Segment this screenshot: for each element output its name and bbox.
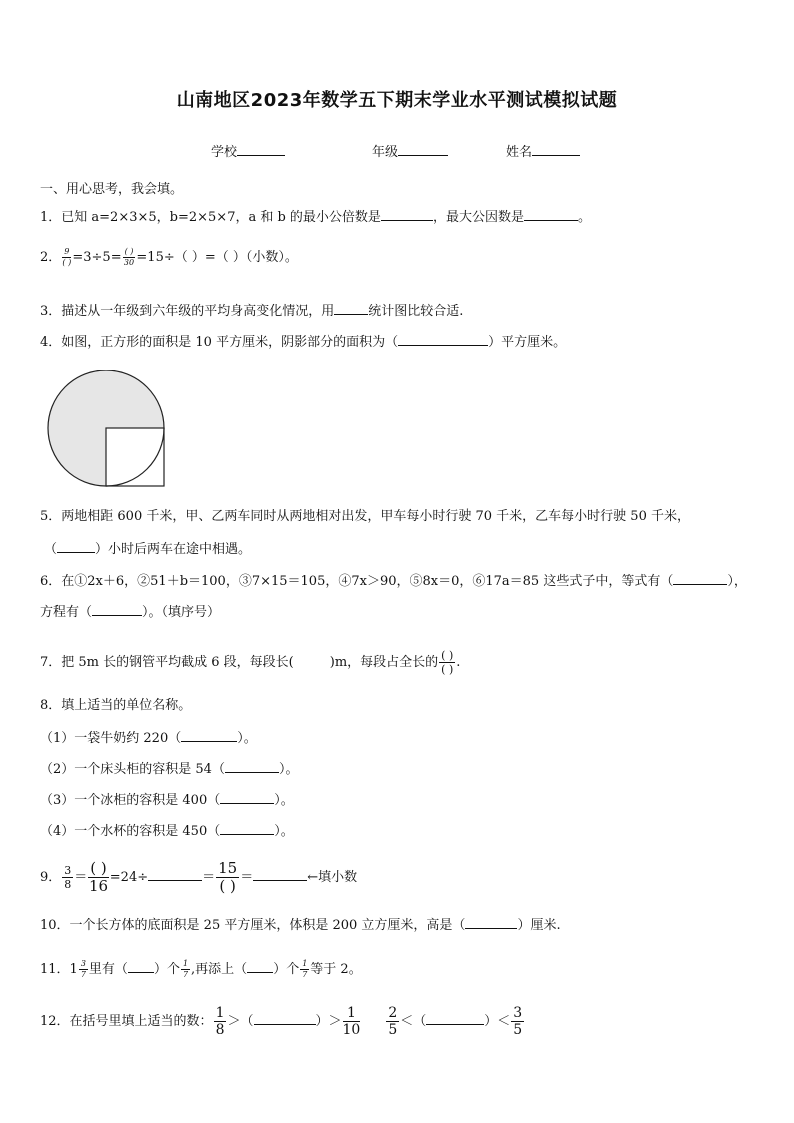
fraction [386,1006,399,1037]
answer-blank[interactable] [254,1012,316,1025]
question-number: 4． [40,335,62,350]
question-number: 1． [40,210,62,225]
answer-blank[interactable] [524,208,578,221]
question-text: ）小时后两车在途中相遇。 [95,542,252,557]
question-text: =24÷ [109,870,149,885]
circle-square-figure [46,370,168,490]
fraction [79,960,88,979]
mixed-whole: 1 [69,962,78,977]
question-text: （2）一个床头柜的容积是 54（ [40,762,225,777]
question-number: 3． [40,304,62,319]
question-text: 如图，正方形的面积是 10 平方厘米，阴影部分的面积为（ [61,335,399,350]
section-heading: 一、用心思考，我会填。 [40,182,184,197]
fraction [181,960,190,979]
answer-blank[interactable] [426,1012,484,1025]
equals-sign: ＝ [74,870,88,885]
question-8-item-3 [40,791,294,809]
question-text: ）。 [237,731,257,746]
question-number: 9． [40,870,62,885]
answer-blank[interactable] [398,333,488,346]
question-number: 2． [40,250,62,265]
question-text: 等于 2。 [310,962,362,977]
question-5 [40,509,690,525]
grade-label: 年级 [372,145,399,160]
numerator: 1 [182,959,189,968]
fraction [300,960,309,979]
denominator: 7 [302,970,308,979]
square-shape [106,428,164,486]
numerator: ( ) [90,859,107,877]
fraction [123,248,136,267]
fraction [511,1006,524,1037]
denominator: ( ) [441,663,454,676]
question-text: （1）一袋牛奶约 220（ [40,731,182,746]
question-text: 。 [577,210,591,225]
question-8 [40,698,191,714]
question-text: 两地相距 600 千米，甲、乙两车同时从两地相对出发，甲车每小时行驶 70 千米，乙车每小时行驶 50 千米， [61,509,690,524]
numerator: ( ) [124,247,134,256]
fraction [88,861,108,894]
question-text: 在括号里填上适当的数： [69,1014,213,1029]
question-text: ）＜ [484,1014,511,1029]
fraction [343,1006,361,1037]
answer-blank[interactable] [465,916,517,929]
answer-blank[interactable] [381,208,433,221]
question-8-item-4 [40,822,294,840]
name-blank[interactable] [532,143,580,156]
question-text: ＞（ [227,1014,254,1029]
question-text: ）＞ [315,1014,342,1029]
denominator: 7 [182,970,189,979]
grade-blank[interactable] [398,143,448,156]
fraction [214,1006,227,1037]
denominator: 30 [123,258,135,267]
equals-sign: ＝ [202,870,216,885]
question-number: 5． [40,509,62,524]
question-text: ）， [727,574,747,589]
question-text: 在①2x＋6，②51＋b＝100，③7×15＝105，④7x＞90，⑤8x＝0，⑥17a＝85 这些式子中，等式有（ [61,574,674,589]
question-5-line2 [44,540,251,558]
question-text: ,再添上（ [191,962,248,977]
page-title: 山南地区2023年数学五下期末学业水平测试模拟试题 [176,90,618,111]
answer-blank[interactable] [92,603,142,616]
school-label: 学校 [211,145,238,160]
equals-sign: ＝ [240,870,254,885]
question-text: ）。 [278,762,299,777]
school-field [211,141,285,160]
question-text: 描述从一年级到六年级的平均身高变化情况，用 [61,304,335,319]
numerator: 3 [80,959,86,968]
school-blank[interactable] [237,143,285,156]
question-number: 6． [40,574,62,589]
question-1 [40,208,591,226]
answer-blank[interactable] [225,760,279,773]
question-number: 8． [40,698,62,713]
question-6 [40,572,747,590]
question-4 [40,333,566,351]
answer-blank[interactable] [57,540,95,553]
answer-blank[interactable] [220,822,274,835]
question-text: =15÷（ ）=（ ）（小数）。 [136,250,298,265]
numerator: 1 [215,1005,225,1021]
question-text: ，最大公因数是 [432,210,524,225]
numerator: 2 [388,1005,398,1021]
question-3 [40,302,463,320]
answer-blank[interactable] [148,868,202,881]
answer-blank[interactable] [247,960,273,973]
question-11 [40,960,362,979]
grade-field [372,141,448,160]
question-text: =3÷5= [72,250,122,265]
question-text: 统计图比较合适. [368,304,464,319]
question-6-line2 [40,603,220,621]
question-text: 方程有（ [40,605,93,620]
question-text: ）。 [274,793,294,808]
denominator: ( ) [62,258,72,267]
fraction [62,865,73,890]
question-text: 已知 a=2×3×5，b=2×5×7，a 和 b 的最小公倍数是 [61,210,381,225]
question-text: ）厘米. [517,918,561,933]
question-text: （3）一个冰柜的容积是 400（ [40,793,221,808]
question-2 [40,248,298,267]
denominator: 16 [88,877,109,895]
answer-blank[interactable] [181,729,237,742]
question-number: 12． [40,1014,70,1029]
question-number: 11． [40,962,70,977]
question-8-item-2 [40,760,298,778]
denominator: 8 [215,1022,225,1038]
question-text: 填上适当的单位名称。 [61,698,192,713]
question-text: ）。（填序号） [142,605,221,620]
question-number: 10． [40,918,70,933]
numerator: 1 [302,959,308,968]
denominator: 10 [342,1022,361,1038]
question-text: ）平方厘米。 [488,335,567,350]
question-12 [40,1000,525,1044]
question-text: )m，每段占全长的 [329,655,439,670]
fraction [62,248,71,267]
question-text: ）。 [274,824,294,839]
question-text: ＜（ [400,1014,427,1029]
question-text: 一个长方体的底面积是 25 平方厘米，体积是 200 立方厘米，高是（ [69,918,466,933]
numerator: 15 [218,859,238,877]
question-text: ←填小数 [307,870,358,885]
question-text: 把 5m 长的钢管平均截成 6 段，每段长( [61,655,294,670]
question-number: 7． [40,655,62,670]
denominator: 5 [513,1022,523,1038]
question-8-item-1 [40,729,257,747]
denominator: ( ) [219,877,236,895]
question-text: . [456,655,461,670]
question-text: （ [44,542,58,557]
answer-blank[interactable] [253,868,307,881]
question-9 [40,855,357,901]
answer-blank[interactable] [334,302,368,315]
numerator: 3 [513,1005,523,1021]
question-text: 里有（ [88,962,128,977]
denominator: 8 [64,878,72,891]
numerator: 1 [343,1006,361,1022]
numerator: 9 [64,247,70,256]
answer-blank[interactable] [220,791,274,804]
fraction [439,650,455,675]
answer-blank[interactable] [673,572,727,585]
name-label: 姓名 [506,145,533,160]
question-text: ）个 [153,962,180,977]
numerator: 3 [64,864,72,877]
question-text: （4）一个水杯的容积是 450（ [40,824,221,839]
fraction [216,861,239,894]
question-7 [40,650,460,675]
question-text: ）个 [273,962,300,977]
numerator: ( ) [441,649,454,662]
denominator: 5 [388,1022,398,1038]
answer-blank[interactable] [128,960,154,973]
denominator: 7 [80,970,86,979]
name-field [506,141,580,160]
question-10 [40,916,561,934]
